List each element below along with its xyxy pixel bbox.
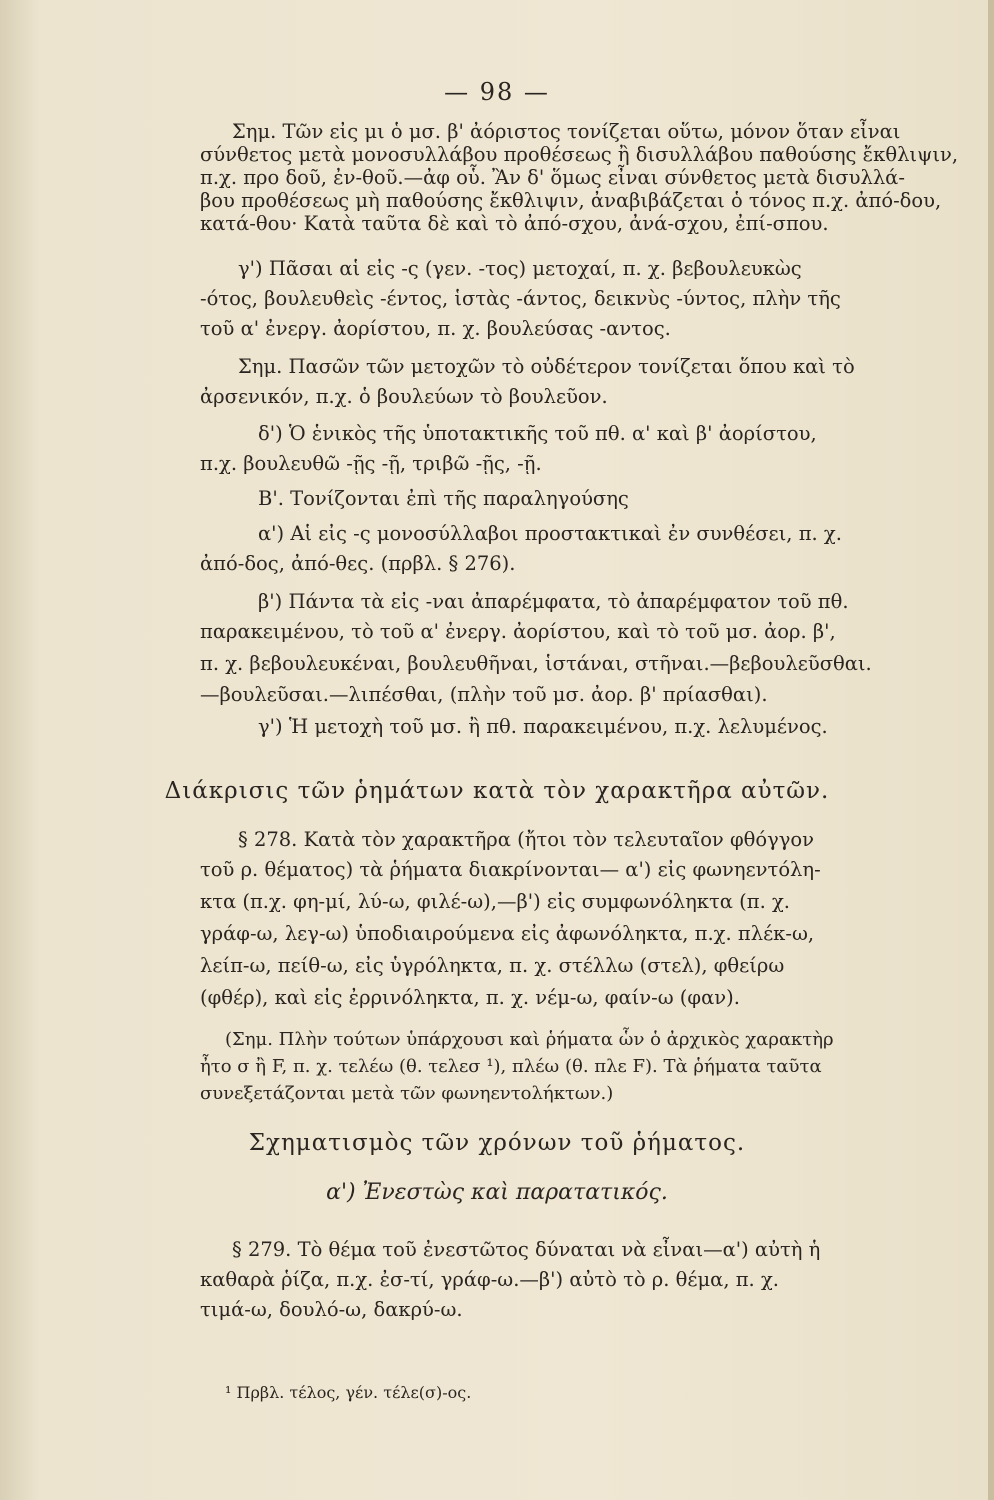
text-line: κατά-θου· Κατὰ ταῦτα δὲ καὶ τὸ ἀπό-σχου, ἀνά-σχου, ἐπί-σπου. — [200, 212, 829, 235]
text-line: κτα (π.χ. φη-μί, λύ-ω, φιλέ-ω),—β') εἰς συμφωνόληκτα (π. χ. — [200, 890, 790, 913]
text-line: γ') Πᾶσαι αἱ εἰς -ς (γεν. -τος) μετοχαί, π. χ. βεβουλευκὼς — [238, 257, 802, 280]
text-line: π.χ. βουλευθῶ -ῇς -ῇ, τριβῶ -ῇς, -ῇ. — [200, 452, 542, 475]
text-line: παρακειμένου, τὸ τοῦ α' ἐνεργ. ἀορίστου, καὶ τὸ τοῦ μσ. ἀορ. β', — [200, 620, 836, 643]
text-line: γράφ-ω, λεγ-ω) ὑποδιαιρούμενα εἰς ἀφωνόληκτα, π.χ. πλέκ-ω, — [200, 922, 815, 945]
subsection-heading-present: α') Ἐνεστὼς καὶ παρατατικός. — [326, 1180, 668, 1205]
section-title-b: Β'. Τονίζονται ἐπὶ τῆς παραληγούσης — [258, 487, 629, 510]
section-heading-distinction: Διάκρισις τῶν ῥημάτων κατὰ τὸν χαρακτῆρα αὐτῶν. — [164, 778, 830, 804]
page-number: — 98 — — [444, 78, 550, 106]
text-line: ἀρσενικόν, π.χ. ὁ βουλεύων τὸ βουλεῦον. — [200, 385, 608, 408]
text-line: τοῦ ρ. θέματος) τὰ ῥήματα διακρίνονται— α') εἰς φωνηεντόλη- — [200, 858, 821, 881]
text-line: (φθέρ), καὶ εἰς ἐρρινόληκτα, π. χ. νέμ-ω, φαίν-ω (φαν). — [200, 986, 740, 1009]
text-line: ἀπό-δος, ἀπό-θες. (πρβλ. § 276). — [200, 552, 516, 575]
text-line: (Σημ. Πλὴν τούτων ὑπάρχουσι καὶ ῥήματα ὧν ὁ ἀρχικὸς χαρακτὴρ — [225, 1029, 834, 1050]
text-line: δ') Ὁ ἑνικὸς τῆς ὑποτακτικῆς τοῦ πθ. α' καὶ β' ἀορίστου, — [258, 422, 817, 445]
text-line: τοῦ α' ἐνεργ. ἀορίστου, π. χ. βουλεύσας -αντος. — [200, 317, 671, 340]
text-line: λείπ-ω, πείθ-ω, εἰς ὑγρόληκτα, π. χ. στέλλω (στελ), φθείρω — [200, 954, 785, 977]
text-line: σύνθετος μετὰ μονοσυλλάβου προθέσεως ἢ δισυλλάβου παθούσης ἔκθλιψιν, — [200, 143, 959, 166]
text-line: βου προθέσεως μὴ παθούσης ἔκθλιψιν, ἀναβιβάζεται ὁ τόνος π.χ. ἀπό-δου, — [200, 189, 942, 212]
text-line: π.χ. προ δοῦ, ἐν-θοῦ.—ἀφ οὗ. Ἂν δ' ὅμως εἶναι σύνθετος μετὰ δισυλλά- — [200, 166, 905, 189]
text-line: συνεξετάζονται μετὰ τῶν φωνηεντολήκτων.) — [200, 1083, 614, 1104]
text-line: καθαρὰ ῥίζα, π.χ. ἐσ-τί, γράφ-ω.—β') αὐτὸ τὸ ρ. θέμα, π. χ. — [200, 1268, 779, 1291]
text-line: § 278. Κατὰ τὸν χαρακτῆρα (ἤτοι τὸν τελευταῖον φθόγγον — [238, 828, 815, 851]
text-line: —βουλεῦσαι.—λιπέσθαι, (πλὴν τοῦ μσ. ἀορ. β' πρίασθαι). — [200, 683, 768, 706]
section-heading-formation: Σχηματισμὸς τῶν χρόνων τοῦ ῥήματος. — [248, 1130, 746, 1156]
text-line: § 279. Τὸ θέμα τοῦ ἐνεστῶτος δύναται νὰ εἶναι—α') αὐτὴ ἡ — [232, 1238, 821, 1261]
footnote: ¹ Πρβλ. τέλος, γέν. τέλε(σ)-ος. — [225, 1383, 472, 1402]
text-line: ἦτο σ ἢ F, π. χ. τελέω (θ. τελεσ ¹), πλέω (θ. πλε F). Τὰ ῥήματα ταῦτα — [200, 1056, 822, 1077]
text-line: Σημ. Τῶν εἰς μι ὁ μσ. β' ἀόριστος τονίζεται οὕτω, μόνον ὅταν εἶναι — [232, 120, 901, 143]
text-line: Σημ. Πασῶν τῶν μετοχῶν τὸ οὐδέτερον τονίζεται ὅπου καὶ τὸ — [238, 355, 855, 378]
text-line: π. χ. βεβουλευκέναι, βουλευθῆναι, ἱστάναι, στῆναι.—βεβουλεῦσθαι. — [200, 652, 872, 675]
paragraph-gamma-2: γ') Ἡ μετοχὴ τοῦ μσ. ἢ πθ. παρακειμένου, π.χ. λελυμένος. — [258, 715, 828, 738]
page-edge — [988, 0, 994, 1500]
text-line: α') Αἱ εἰς -ς μονοσύλλαβοι προστακτικαὶ ἐν συνθέσει, π. χ. — [258, 522, 842, 545]
text-line: τιμά-ω, δουλό-ω, δακρύ-ω. — [200, 1298, 463, 1321]
text-line: -ότος, βουλευθεὶς -έντος, ἱστὰς -άντος, δεικνὺς -ύντος, πλὴν τῆς — [200, 287, 841, 310]
text-line: β') Πάντα τὰ εἰς -ναι ἀπαρέμφατα, τὸ ἀπαρέμφατον τοῦ πθ. — [258, 590, 849, 613]
